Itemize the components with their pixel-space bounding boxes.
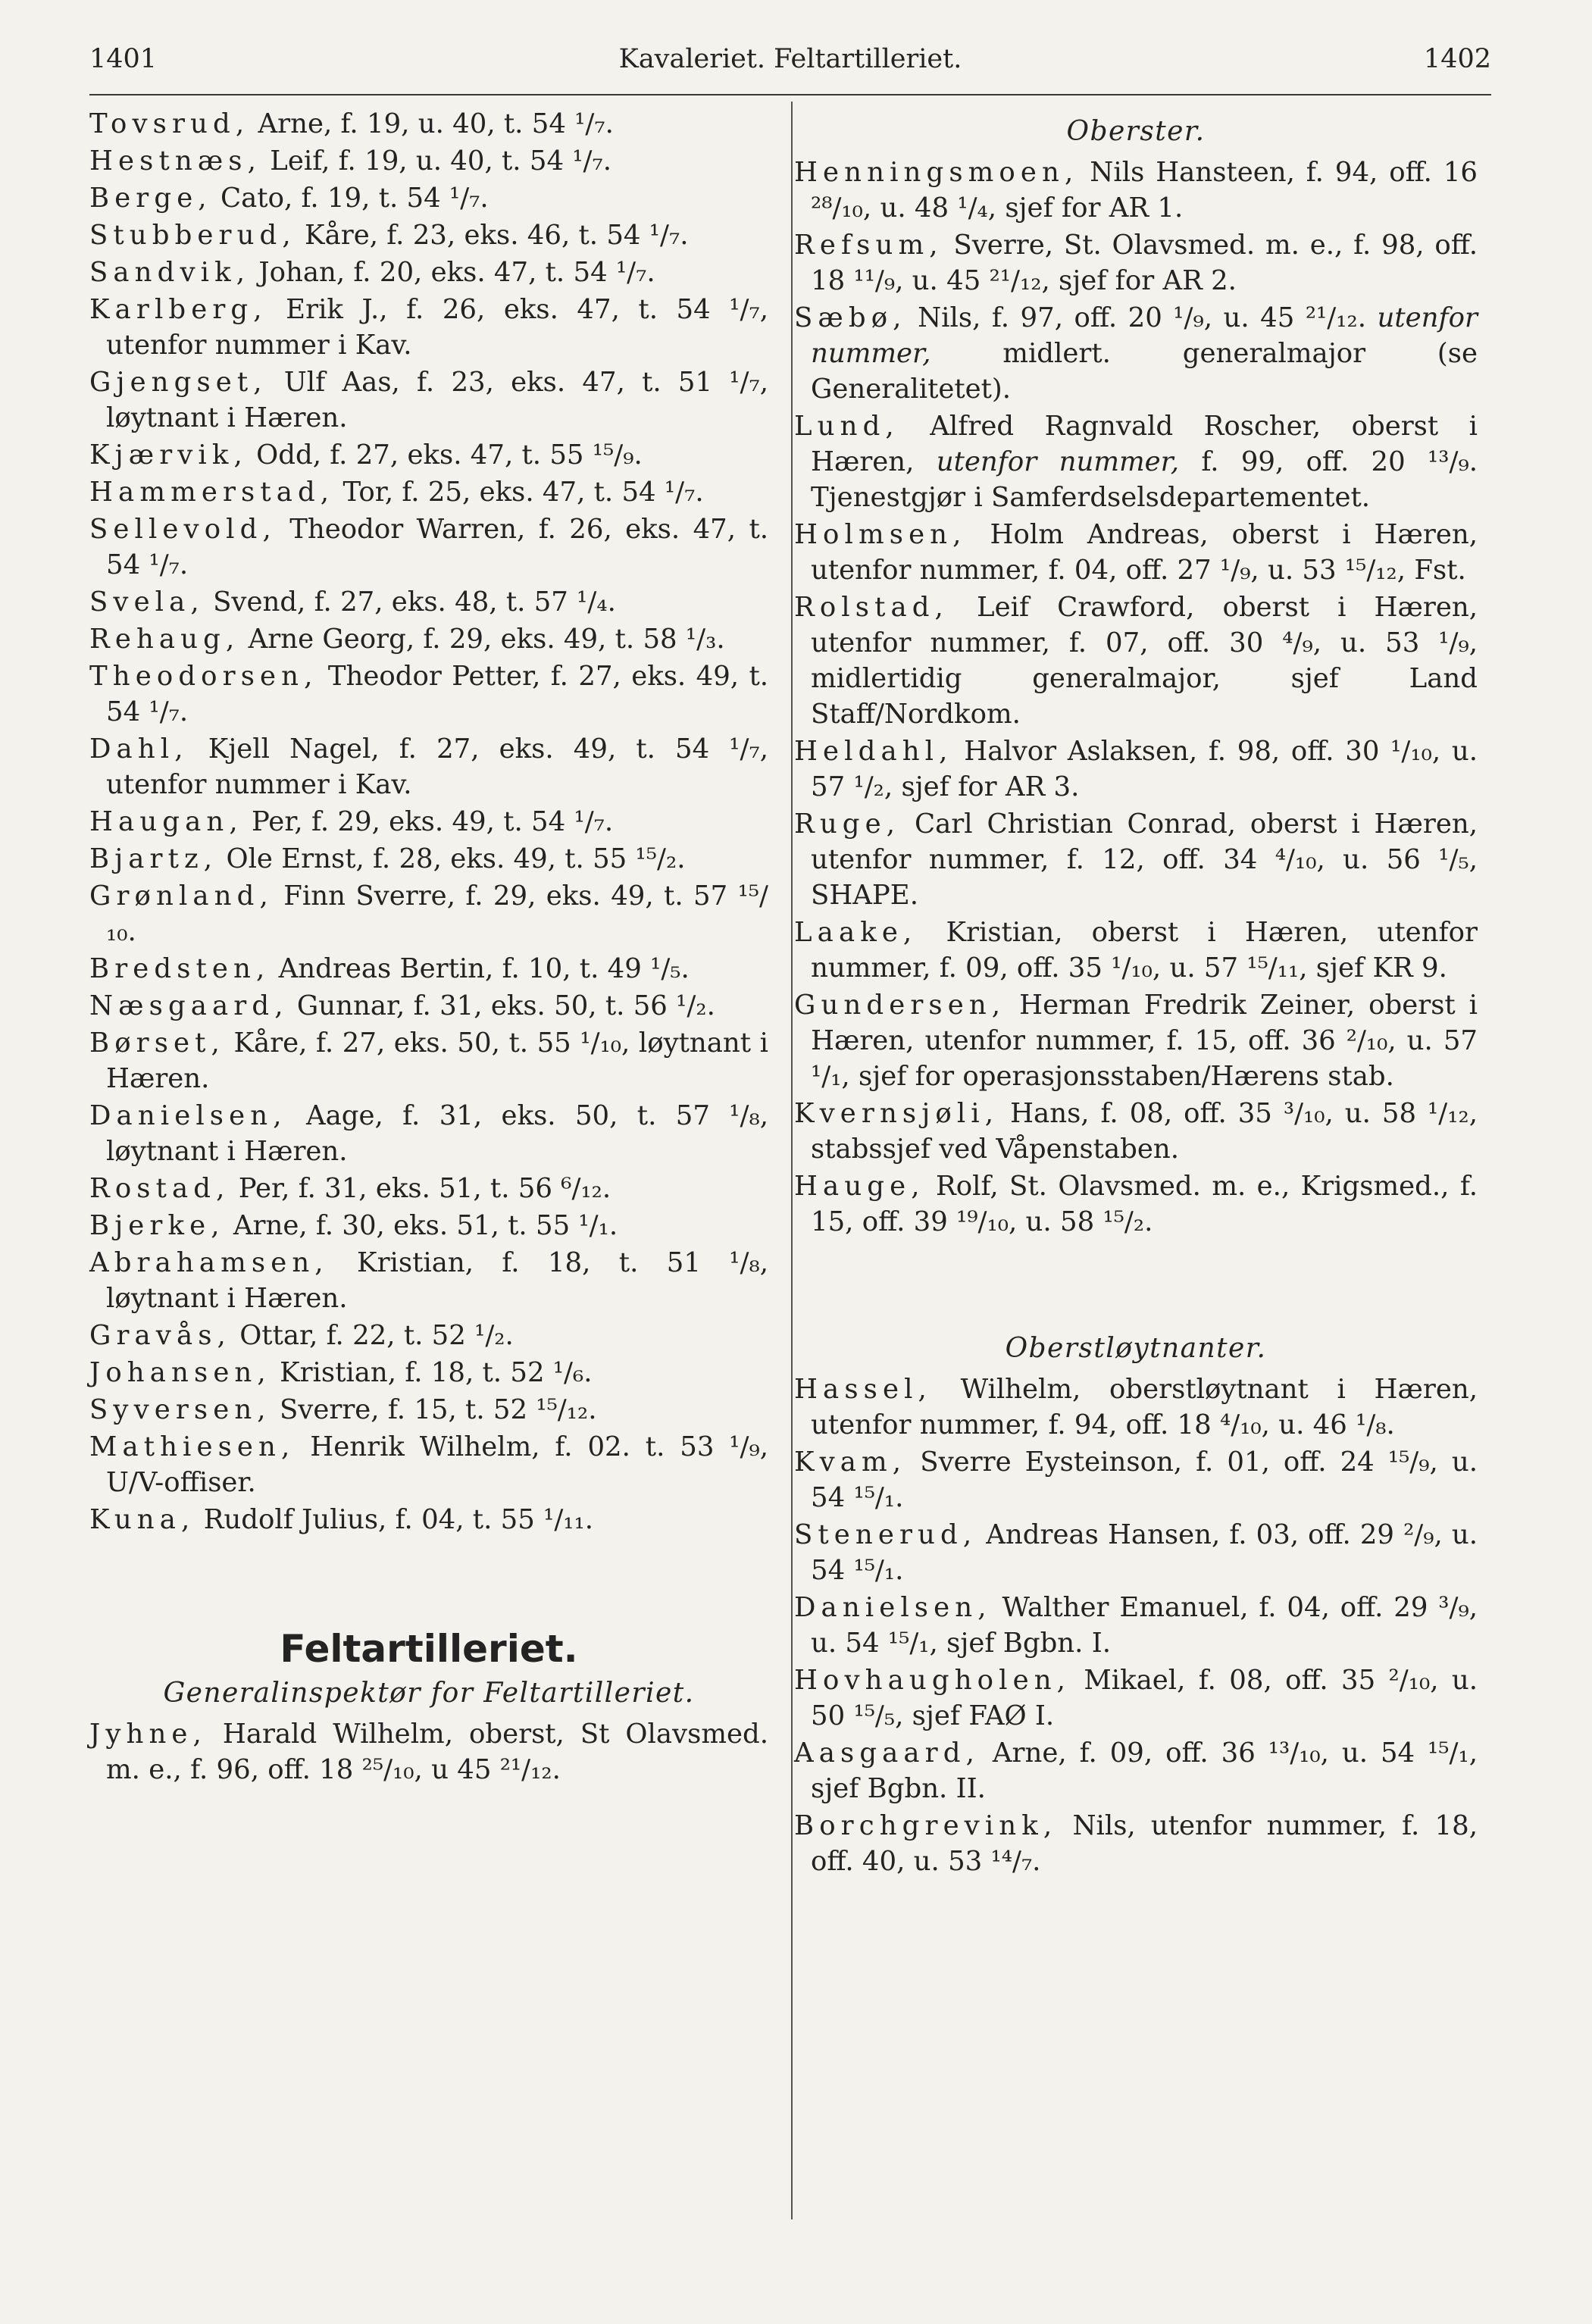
entry-text: Cato, f. 19, t. 54 ¹/₇.: [211, 183, 489, 214]
entry-text: Johan, f. 20, eks. 47, t. 54 ¹/₇.: [250, 257, 655, 288]
entry-name: Sæbø,: [794, 302, 907, 333]
entry-text: Carl Christian Conrad, oberst i Hæren, utenfor nummer, f. 12, off. 34 ⁴/₁₀, u. 56 ¹/₅, SHAPE.: [811, 809, 1478, 911]
entry-text: Nils, utenfor nummer, f. 18, off. 40, u. 53 ¹⁴/₇.: [811, 1810, 1478, 1877]
list-item: [89, 878, 768, 949]
entry-name: Hestnæs,: [89, 145, 261, 177]
list-item: [794, 806, 1478, 913]
list-item: [89, 1318, 768, 1353]
entry-text: Odd, f. 27, eks. 47, t. 55 ¹⁵/₉.: [247, 439, 643, 471]
list-item: [89, 1098, 768, 1169]
entry-name: Haugan,: [89, 806, 243, 837]
entry-name: Rostad,: [89, 1173, 230, 1204]
entry-name: Bjartz,: [89, 843, 218, 874]
entry-name: Hammerstad,: [89, 477, 335, 508]
entry-text: Sverre, St. Olavsmed. m. e., f. 98, off. 18 ¹¹/₉, u. 45 ²¹/₁₂, sjef for AR 2.: [811, 230, 1478, 296]
entry-name: Syversen,: [89, 1394, 271, 1425]
entry-name: Danielsen,: [794, 1592, 992, 1623]
list-item: [794, 1590, 1478, 1661]
entry-name: Gundersen,: [794, 990, 1006, 1021]
entry-text: Theodor Petter, f. 27, eks. 49, t. 54 ¹/₇.: [106, 661, 768, 727]
list-item: [794, 517, 1478, 588]
list-item: [89, 180, 768, 216]
entry-name: Theodorsen,: [89, 661, 318, 692]
entry-name: Ruge,: [794, 809, 901, 840]
list-item: [89, 841, 768, 877]
list-item: [89, 1392, 768, 1428]
page-header: [89, 44, 1491, 89]
entry-text: Kristian, f. 18, t. 52 ¹/₆.: [271, 1357, 593, 1388]
list-item: [89, 804, 768, 840]
entry-name: Heldahl,: [794, 736, 953, 767]
entry-text: Walther Emanuel, f. 04, off. 29 ³/₉, u. 54 ¹⁵/₁, sjef Bgbn. I.: [811, 1592, 1478, 1659]
entry-name: Kvam,: [794, 1447, 907, 1478]
entry-name: Stubberud,: [89, 220, 296, 251]
subheading-generalinspektor: Generalinspektør for Feltartilleriet.: [163, 1678, 695, 1709]
entry-name: Lund,: [794, 411, 899, 442]
entry-text: Harald Wilhelm, oberst, St Olavsmed. m. e., f. 96, off. 18 ²⁵/₁₀, u 45 ²¹/₁₂.: [106, 1719, 768, 1785]
entry-text: Tor, f. 25, eks. 47, t. 54 ¹/₇.: [334, 477, 704, 508]
list-item: [89, 1025, 768, 1096]
entry-text: Rudolf Julius, f. 04, t. 55 ¹/₁₁.: [195, 1504, 594, 1535]
list-item: [794, 1372, 1478, 1443]
list-item: [89, 106, 768, 142]
list-item: [794, 1517, 1478, 1588]
list-item: [89, 1716, 768, 1788]
entry-text: Nils Hansteen, f. 94, off. 16 ²⁸/₁₀, u. 48 ¹/₄, sjef for AR 1.: [811, 157, 1478, 224]
entry-name: Grønland,: [89, 880, 274, 912]
entry-text: Kristian, f. 18, t. 51 ¹/₈, løytnant i Hæren.: [106, 1247, 768, 1314]
list-item: [89, 437, 768, 473]
entry-name: Danielsen,: [89, 1100, 287, 1131]
list-item: [794, 590, 1478, 732]
list-item: [794, 155, 1478, 226]
entry-name: Abrahamsen,: [89, 1247, 329, 1278]
entry-italic: utenfor nummer,: [936, 446, 1180, 477]
entry-text: Sverre, f. 15, t. 52 ¹⁵/₁₂.: [271, 1394, 597, 1425]
list-item: [89, 292, 768, 363]
entry-name: Tovsrud,: [89, 108, 250, 139]
list-item: [794, 408, 1478, 515]
entry-name: Mathiesen,: [89, 1431, 296, 1462]
right-column: [794, 106, 1478, 1881]
section-heading-feltartilleriet: Feltartilleriet.: [280, 1627, 578, 1671]
entry-text: Per, f. 31, eks. 51, t. 56 ⁶/₁₂.: [230, 1173, 611, 1204]
list-item: [794, 1735, 1478, 1806]
list-item: [89, 474, 768, 510]
list-item: [89, 511, 768, 583]
list-item: [89, 217, 768, 253]
entry-name: Sellevold,: [89, 514, 277, 545]
entry-name: Dahl,: [89, 733, 189, 765]
list-item: [89, 951, 768, 987]
entry-name: Børset,: [89, 1028, 225, 1059]
entry-name: Svela,: [89, 586, 205, 618]
entry-name: Johansen,: [89, 1357, 271, 1388]
entry-text: Sverre Eysteinson, f. 01, off. 24 ¹⁵/₉, u. 54 ¹⁵/₁.: [811, 1447, 1478, 1513]
entry-text: Rolf, St. Olavsmed. m. e., Krigsmed., f. 15, off. 39 ¹⁹/₁₀, u. 58 ¹⁵/₂.: [811, 1171, 1478, 1237]
entry-name: Hauge,: [794, 1171, 925, 1202]
entry-italic: utenfor nummer,: [811, 302, 1478, 369]
entry-name: Kuna,: [89, 1504, 195, 1535]
entry-text: Theodor Warren, f. 26, eks. 47, t. 54 ¹/₇.: [106, 514, 768, 580]
entry-name: Karlberg,: [89, 294, 267, 325]
list-item: [794, 1444, 1478, 1515]
list-item: [89, 731, 768, 802]
list-item: [89, 1502, 768, 1537]
entry-name: Gravås,: [89, 1320, 231, 1351]
entry-text: Herman Fredrik Zeiner, oberst i Hæren, utenfor nummer, f. 15, off. 36 ²/₁₀, u. 57 ¹/₁, sjef for operasjonsstaben/Hærens stab.: [811, 990, 1478, 1092]
list-item: [89, 255, 768, 290]
entry-text: Holm Andreas, oberst i Hæren, utenfor nummer, f. 04, off. 27 ¹/₉, u. 53 ¹⁵/₁₂, Fst.: [811, 519, 1478, 586]
list-item: [89, 658, 768, 730]
entry-name: Kjærvik,: [89, 439, 248, 471]
list-item: [89, 584, 768, 620]
list-item: [794, 1808, 1478, 1879]
list-item: [794, 733, 1478, 805]
entry-text: Arne Georg, f. 29, eks. 49, t. 58 ¹/₃.: [239, 624, 725, 655]
list-item: [794, 1168, 1478, 1240]
subheading-oberster: Oberster.: [1066, 116, 1206, 147]
entry-text: Nils, f. 97, off. 20 ¹/₉, u. 45 ²¹/₁₂.: [906, 302, 1366, 333]
entry-name: Aasgaard,: [794, 1738, 980, 1769]
entry-text: Arne, f. 09, off. 36 ¹³/₁₀, u. 54 ¹⁵/₁, sjef Bgbn. II.: [811, 1738, 1478, 1804]
list-item: [89, 1171, 768, 1206]
oberster-list: [794, 155, 1478, 1240]
list-item: [89, 1208, 768, 1243]
entry-tail: f. 99, off. 20 ¹³/₉. Tjenestgjør i Samferdselsdepartementet.: [811, 446, 1478, 513]
entry-text: Halvor Aslaksen, f. 98, off. 30 ¹/₁₀, u. 57 ¹/₂, sjef for AR 3.: [811, 736, 1478, 802]
left-column: [89, 106, 768, 1789]
entry-text: Alfred Ragnvald Roscher, oberst i Hæren,: [811, 411, 1478, 477]
subheading-oberstloytnanter: Oberstløytnanter.: [1005, 1333, 1267, 1364]
entry-text: Andreas Bertin, f. 10, t. 49 ¹/₅.: [270, 953, 690, 984]
entry-name: Hassel,: [794, 1374, 932, 1405]
entry-text: Arne, f. 30, eks. 51, t. 55 ¹/₁.: [224, 1210, 618, 1241]
entry-name: Stenerud,: [794, 1519, 977, 1550]
entry-name: Henningsmoen,: [794, 157, 1079, 188]
entry-name: Berge,: [89, 183, 212, 214]
running-title: Kavaleriet. Feltartilleriet.: [618, 44, 962, 74]
entry-name: Rehaug,: [89, 624, 240, 655]
column-divider: [791, 102, 793, 2219]
entry-text: Leif, f. 19, u. 40, t. 54 ¹/₇.: [261, 145, 612, 177]
entry-text: Ulf Aas, f. 23, eks. 47, t. 51 ¹/₇, løytnant i Hæren.: [106, 367, 768, 433]
entry-text: Ole Ernst, f. 28, eks. 49, t. 55 ¹⁵/₂.: [217, 843, 686, 874]
entry-text: Kåre, f. 27, eks. 50, t. 55 ¹/₁₀, løytnant i Hæren.: [106, 1028, 768, 1094]
entry-text: Arne, f. 19, u. 40, t. 54 ¹/₇.: [249, 108, 614, 139]
entry-text: Andreas Hansen, f. 03, off. 29 ²/₉, u. 54 ¹⁵/₁.: [811, 1519, 1478, 1586]
list-item: [89, 621, 768, 657]
entry-text: Finn Sverre, f. 29, eks. 49, t. 57 ¹⁵/₁₀.: [106, 880, 768, 947]
entry-name: Rolstad,: [794, 592, 949, 623]
entry-text: Aage, f. 31, eks. 50, t. 57 ¹/₈, løytnant i Hæren.: [106, 1100, 768, 1167]
oberstloytnanter-list: [794, 1372, 1478, 1879]
entry-text: Kjell Nagel, f. 27, eks. 49, t. 54 ¹/₇, utenfor nummer i Kav.: [106, 733, 768, 800]
entry-name: Bredsten,: [89, 953, 271, 984]
list-item: [89, 1355, 768, 1390]
entry-text: Kristian, oberst i Hæren, utenfor nummer, f. 09, off. 35 ¹/₁₀, u. 57 ¹⁵/₁₁, sjef KR 9.: [811, 917, 1478, 984]
entry-name: Borchgrevink,: [794, 1810, 1058, 1841]
list-item: [794, 915, 1478, 986]
list-item: [794, 987, 1478, 1094]
entry-name: Sandvik,: [89, 257, 251, 288]
entry-name: Bjerke,: [89, 1210, 225, 1241]
list-item: [794, 227, 1478, 299]
entry-name: Refsum,: [794, 230, 943, 261]
list-item: [89, 1429, 768, 1500]
entry-name: Holmsen,: [794, 519, 967, 550]
entry-text: Mikael, f. 08, off. 35 ²/₁₀, u. 50 ¹⁵/₅, sjef FAØ I.: [811, 1665, 1478, 1731]
entry-text: Per, f. 29, eks. 49, t. 54 ¹/₇.: [242, 806, 614, 837]
list-item: [89, 988, 768, 1024]
entry-text: Svend, f. 27, eks. 48, t. 57 ¹/₄.: [204, 586, 616, 618]
entry-name: Hovhaugholen,: [794, 1665, 1071, 1696]
list-item: [794, 1662, 1478, 1734]
entry-text: Leif Crawford, oberst i Hæren, utenfor nummer, f. 07, off. 30 ⁴/₉, u. 53 ¹/₉, midlertidig generalmajor, sjef Land Staff/Nordkom.: [811, 592, 1478, 730]
page-number-right: 1402: [1423, 44, 1491, 74]
entry-name: Gjengset,: [89, 367, 267, 398]
entry-text: Gunnar, f. 31, eks. 50, t. 56 ¹/₂.: [288, 990, 715, 1021]
entry-name: Næsgaard,: [89, 990, 289, 1021]
entry-name: Kvernsjøli,: [794, 1098, 999, 1129]
entry-text: Erik J., f. 26, eks. 47, t. 54 ¹/₇, utenfor nummer i Kav.: [106, 294, 768, 361]
entry-text: Ottar, f. 22, t. 52 ¹/₂.: [230, 1320, 514, 1351]
entry-text: Kåre, f. 23, eks. 46, t. 54 ¹/₇.: [296, 220, 689, 251]
list-item: [89, 1245, 768, 1316]
page-number-left: 1401: [89, 44, 158, 74]
entry-name: Laake,: [794, 917, 918, 948]
list-item: [794, 300, 1478, 407]
entry-text: Hans, f. 08, off. 35 ³/₁₀, u. 58 ¹/₁₂, stabssjef ved Våpenstaben.: [811, 1098, 1478, 1165]
entry-text: Henrik Wilhelm, f. 02. t. 53 ¹/₉, U/V-offiser.: [106, 1431, 768, 1498]
list-item: [89, 364, 768, 436]
entry-tail: midlert. generalmajor (se Generalitetet).: [811, 338, 1478, 405]
entry-text: Wilhelm, oberstløytnant i Hæren, utenfor nummer, f. 94, off. 18 ⁴/₁₀, u. 46 ¹/₈.: [811, 1374, 1478, 1440]
list-item: [89, 143, 768, 179]
entry-name: Jyhne,: [89, 1719, 207, 1750]
kavaleriet-list: [89, 106, 768, 1537]
header-rule: [89, 94, 1491, 95]
list-item: [794, 1096, 1478, 1167]
